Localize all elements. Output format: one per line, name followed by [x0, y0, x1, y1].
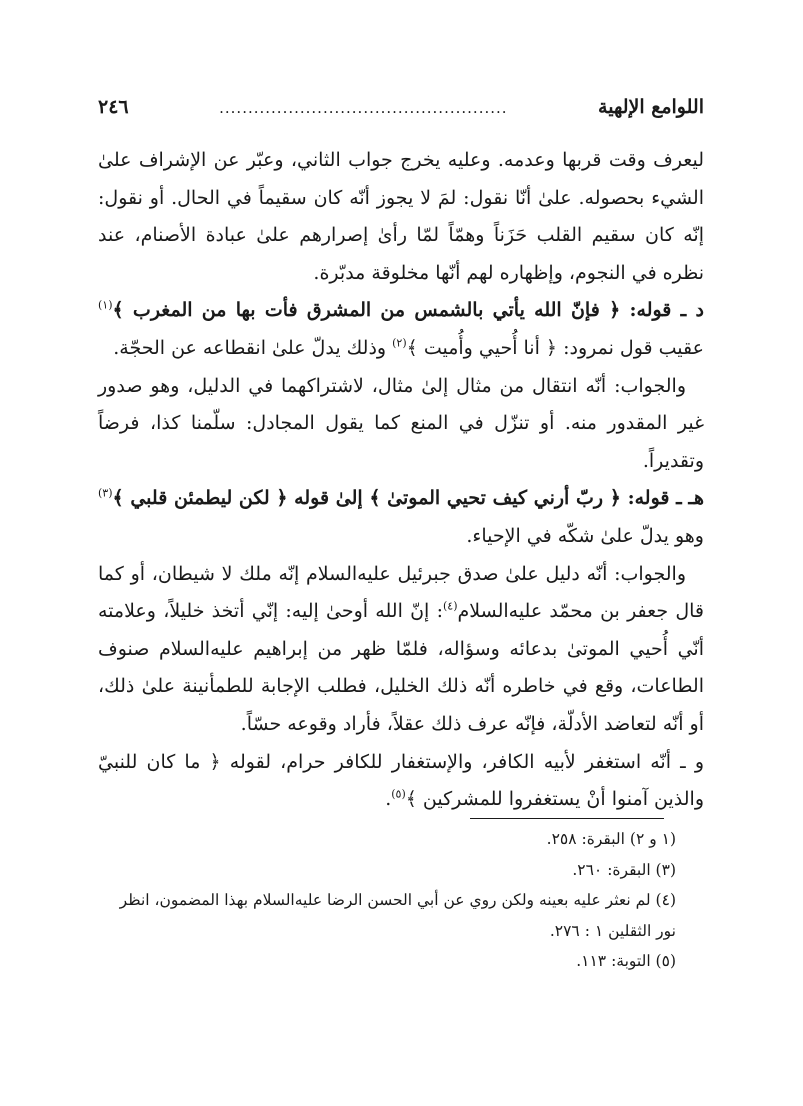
paragraph-4 [98, 480, 704, 555]
footnote-ref: (٢) [392, 336, 407, 350]
footnote-ref: (٣) [98, 487, 113, 501]
quran-verse: هـ ـ قوله: ﴿ ربّ أرني كيف تحيي الموتىٰ ﴾ إلىٰ قوله ﴿ لكن ليطمئن قلبي ﴾ [112, 487, 704, 510]
paragraph-5 [98, 556, 704, 744]
header-title: اللوامع الإلهية [598, 96, 704, 118]
footnote-ref: (٤) [443, 599, 458, 613]
paragraph-6-text: و ـ أنّه استغفر لأبيه الكافر، والإستغفار للكافر حرام، لقوله ﴿ ما كان للنبيّ والذين آمنوا أنْ يستغفروا للمشركين ﴾ [98, 750, 704, 811]
paragraph-1-text: ليعرف وقت قربها وعدمه. وعليه يخرج جواب الثاني، وعبّر عن الإشراف علىٰ الشيء بحصوله. علىٰ أنّا نقول: لمَ لا يجوز أنّه كان سقيماً في الحال. أو نقول: إنّه كان سقيم القلب حَزَناً وهمّاً لمّا رأىٰ إصرارهم علىٰ عبادة الأصنام، عند نظره في النجوم، وإظهاره لهم أنّها مخلوقة مدبّرة. [98, 149, 704, 284]
paragraph-6 [98, 744, 704, 819]
paragraph-2 [98, 292, 704, 367]
paragraph-6-text-end: . [385, 788, 392, 811]
paragraph-2-text-end: وذلك يدلّ علىٰ انقطاعه عن الحجّة. [113, 336, 393, 359]
page-number: ٢٤٦ [98, 96, 129, 118]
paragraph-2-text: عقيب قول نمرود: ﴿ أنا أُحيي وأُميت ﴾ [406, 336, 704, 359]
footnote-divider [470, 818, 664, 819]
running-header [98, 96, 704, 118]
paragraph-5-text: والجواب: أنّه دليل علىٰ صدق جبرئيل عليه‌السلام إنّه ملك لا شيطان، أو كما قال جعفر بن محمّد عليه‌السلام [98, 562, 705, 623]
footnote-3: (٤) لم نعثر عليه بعينه ولكن روي عن أبي الحسن الرضا عليه‌السلام بهذا المضمون، انظر نور الثقلين ١ : ٢٧٦. [119, 891, 676, 940]
footnote-ref: (٥) [391, 787, 406, 801]
paragraph-5-text-end: : إنّ الله أوحىٰ إليه: إنّي أتخذ خليلاً، وعلامته أنّي أُحيي الموتىٰ بدعائه وسؤاله، فلمّا ظهر من إبراهيم عليه‌السلام صنوف الطاعات، وقع في خاطره أنّه ذلك الخليل، فطلب الإجابة للطمأنينة علىٰ ذلك، أو أنّه لتعاضد الأدلّة، فإنّه عرف ذلك عقلاً، فأراد وقوعه حسّاً. [98, 600, 704, 735]
footnote-2: (٣) البقرة: ٢٦٠. [572, 860, 676, 879]
body-text [98, 142, 704, 819]
footnotes [110, 824, 676, 977]
footnote-4: (٥) التوبة: ١١٣. [576, 952, 676, 970]
footnote-1: (١ و ٢) البقرة: ٢٥٨. [546, 830, 676, 848]
paragraph-4-text: وهو يدلّ علىٰ شكّه في الإحياء. [466, 524, 704, 547]
paragraph-3-text: والجواب: أنّه انتقال من مثال إلىٰ مثال، لاشتراكهما في الدليل، وهو صدور غير المقدور منه. أو تنزّل في المنع كما يقول المجادل: سلّمنا كذا، فرضاً وتقديراً. [98, 374, 704, 472]
quran-verse: د ـ قوله: ﴿ فإنّ الله يأتي بالشمس من المشرق فأت بها من المغرب ﴾ [112, 299, 704, 322]
footnote-ref: (١) [98, 299, 113, 313]
paragraph-3 [98, 368, 704, 481]
paragraph-1 [98, 142, 704, 292]
header-leader-dots: .................................................. [219, 99, 508, 117]
